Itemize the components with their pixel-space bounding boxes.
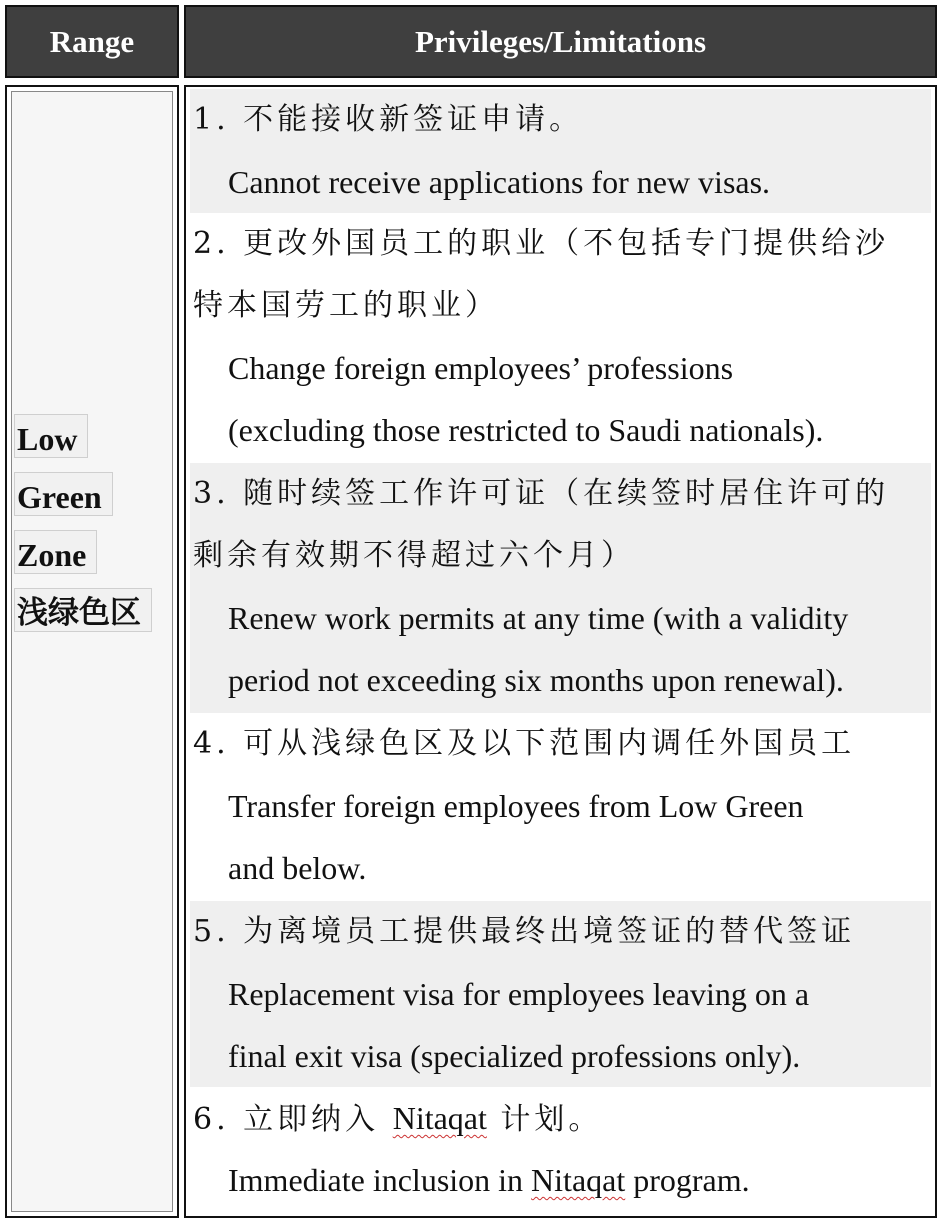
header-range xyxy=(5,5,179,78)
range-line: Low xyxy=(14,414,88,458)
range-line: Green xyxy=(14,472,113,516)
item-zh-line: 剩余有效期不得超过六个月） xyxy=(193,538,635,573)
item-en-line: Change foreign employees’ professions xyxy=(228,350,734,386)
header-privileges-label: Privileges/Limitations xyxy=(414,23,707,59)
item-zh-line: 4. 可从浅绿色区及以下范围内调任外国员工 xyxy=(193,726,856,761)
range-line: Zone xyxy=(14,530,97,574)
item-en-line: Cannot receive applications for new visas. xyxy=(228,164,771,200)
item-en-line: Transfer foreign employees from Low Green xyxy=(228,788,804,824)
item-zh-line: 2. 更改外国员工的职业（不包括专门提供给沙 xyxy=(193,226,890,261)
item-en-line: Renew work permits at any time (with a validity xyxy=(228,600,849,636)
item-zh-line: 5. 为离境员工提供最终出境签证的替代签证 xyxy=(193,914,856,949)
privilege-item-2 xyxy=(190,213,931,463)
privilege-item-6 xyxy=(190,1087,931,1213)
privileges-cell xyxy=(184,85,937,1218)
item-en-text: program. xyxy=(625,1162,750,1198)
item-zh-line xyxy=(193,1087,602,1149)
item-en-line: and below. xyxy=(228,850,367,886)
item-en-text: Immediate inclusion in xyxy=(228,1162,532,1198)
item-en-line: (excluding those restricted to Saudi nationals). xyxy=(228,412,824,448)
item-zh-text: 6. 立即纳入 xyxy=(193,1102,393,1137)
item-en-line: Replacement visa for employees leaving on a xyxy=(228,976,810,1012)
privilege-item-4 xyxy=(190,713,931,901)
privilege-item-1 xyxy=(190,89,931,213)
privilege-item-3 xyxy=(190,463,931,713)
item-en-line: final exit visa (specialized professions only). xyxy=(228,1038,801,1074)
item-zh-line: 1. 不能接收新签证申请。 xyxy=(193,102,584,137)
range-line-zh: 浅绿色区 xyxy=(14,588,152,632)
nitaqat-term: Nitaqat xyxy=(392,1100,487,1136)
header-privileges xyxy=(184,5,937,78)
item-en-line: period not exceeding six months upon renewal). xyxy=(228,662,844,698)
privilege-item-5 xyxy=(190,901,931,1087)
item-zh-text: 计划。 xyxy=(486,1102,603,1137)
item-zh-line: 特本国劳工的职业） xyxy=(193,288,499,323)
nitaqat-term: Nitaqat xyxy=(531,1162,626,1198)
range-cell xyxy=(5,85,179,1218)
header-range-label: Range xyxy=(49,23,135,59)
item-zh-line: 3. 随时续签工作许可证（在续签时居住许可的 xyxy=(193,476,890,511)
item-en-line xyxy=(228,1149,750,1211)
